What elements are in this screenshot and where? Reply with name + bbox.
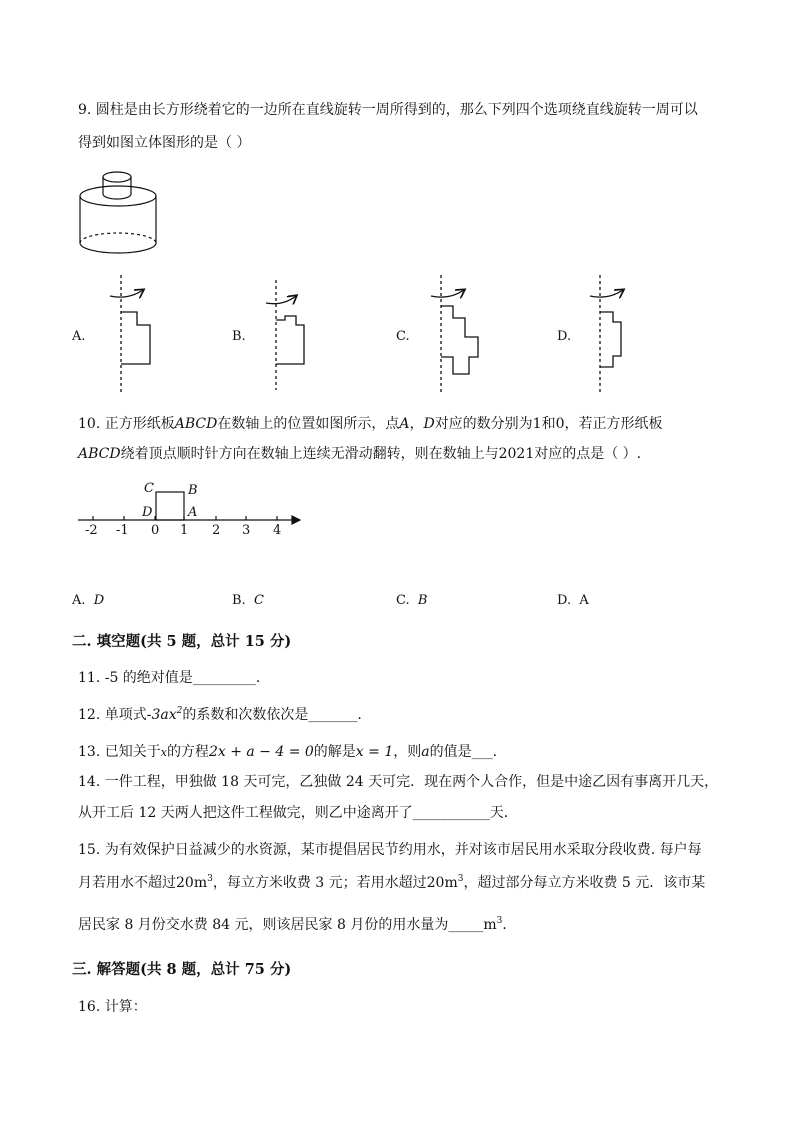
q9-option-c[interactable]: C. bbox=[396, 329, 410, 344]
tick-label: 3 bbox=[242, 523, 251, 538]
q10-abcd: ABCD bbox=[174, 416, 218, 432]
q13-a: a bbox=[421, 744, 430, 760]
q13 bbox=[78, 742, 497, 763]
q11-text: 11. -5 的绝对值是 bbox=[78, 670, 193, 686]
q13-x: x bbox=[160, 746, 167, 759]
q10-line2-b: 绕着顶点顺时针方向在数轴上连续无滑动翻转，则在数轴上与2021对应的点是（ ）. bbox=[120, 446, 642, 462]
q13-eq: 2x + a − 4 = 0 bbox=[208, 744, 314, 760]
q12-pre: 12. 单项式 bbox=[78, 707, 147, 723]
q10-option-b-label: B. bbox=[232, 593, 246, 608]
q10-abcd-2: ABCD bbox=[78, 446, 121, 462]
q13-blank[interactable]: ___ bbox=[471, 744, 493, 760]
q10-option-a-value: D bbox=[93, 593, 105, 608]
q15-line1: 15. 为有效保护日益减少的水资源，某市提倡居民节约用水，并对该市居民用水采取分段收费. 每户每 bbox=[78, 842, 702, 858]
q15-e3-a: 3 bbox=[207, 874, 213, 884]
q14-line1: 14. 一件工程，甲独做 18 天可完，乙独做 24 天可完．现在两个人合作，但是中途乙因有事离开几天， bbox=[78, 774, 719, 790]
q15-line3-end: ． bbox=[502, 917, 517, 933]
q15-blank[interactable]: _____ bbox=[448, 917, 484, 933]
q15-line2-b: ，每立方米收费 3 元；若用水超过 bbox=[212, 875, 427, 891]
q10-point-a: A bbox=[399, 416, 410, 432]
q15-line2-a: 月若用水不超过 bbox=[78, 875, 176, 891]
q10-option-c[interactable] bbox=[396, 593, 427, 608]
tick-label: -2 bbox=[85, 523, 98, 538]
q15-v20-a: 20m bbox=[176, 875, 208, 891]
q10-option-c-value: B bbox=[417, 593, 428, 608]
q11 bbox=[78, 668, 260, 688]
q13-mid2: 的解是 bbox=[313, 744, 356, 760]
q10-option-d[interactable] bbox=[557, 593, 589, 608]
q16: 16. 计算： bbox=[78, 999, 147, 1015]
q11-blank[interactable]: _________ bbox=[192, 670, 256, 686]
q10-option-d-label: D. bbox=[557, 593, 572, 608]
q15-line2-c: ，超过部分每立方米收费 5 元．该市某 bbox=[463, 875, 706, 891]
q13-mid3: ，则 bbox=[393, 744, 422, 760]
q15-unit-exp: 3 bbox=[496, 916, 503, 926]
q10-option-a-label: A. bbox=[72, 593, 86, 608]
section-2-heading: 二. 填空题(共 5 题，总计 15 分) bbox=[72, 633, 292, 650]
q12 bbox=[78, 705, 362, 725]
q9-line1: 9. 圆柱是由长方形绕着它的一边所在直线旋转一周所得到的，那么下列四个选项绕直线旋转一周可以 bbox=[78, 102, 698, 118]
number-line-arrow bbox=[292, 516, 300, 524]
q12-expr: -3ax bbox=[146, 707, 177, 723]
tick-label: 1 bbox=[180, 523, 189, 538]
q9-option-a[interactable]: A. bbox=[72, 329, 86, 344]
label-d: D bbox=[142, 505, 153, 520]
q10-option-a[interactable] bbox=[72, 593, 104, 608]
q15-unit: m bbox=[483, 917, 497, 933]
q12-post: 的系数和次数依次是 bbox=[182, 707, 309, 723]
q14-blank[interactable]: ___________ bbox=[412, 805, 490, 821]
tick-label: 4 bbox=[273, 523, 282, 538]
q14-line2-b: 天． bbox=[489, 805, 518, 821]
q15-e3-b: 3 bbox=[457, 874, 464, 884]
q12-end: . bbox=[357, 707, 362, 723]
q14-line2 bbox=[78, 803, 518, 823]
q14-line2-a: 从开工后 12 天两人把这件工程做完，则乙中途离开了 bbox=[78, 805, 413, 821]
q9-option-d[interactable]: D. bbox=[557, 329, 572, 344]
section-3-heading: 三. 解答题(共 8 题，总计 75 分) bbox=[72, 961, 292, 978]
q10-option-c-label: C. bbox=[396, 593, 410, 608]
q13-mid1: 的方程 bbox=[166, 744, 209, 760]
label-b: B bbox=[188, 483, 198, 498]
q15-v20-b: 20m bbox=[426, 875, 458, 891]
q9-line2: 得到如图立体图形的是（ ） bbox=[78, 135, 251, 151]
q10-option-b[interactable] bbox=[232, 593, 264, 608]
q15-line3 bbox=[78, 915, 516, 935]
tick-label: -1 bbox=[116, 523, 129, 538]
q15-line2 bbox=[78, 873, 705, 893]
q10-point-d: D bbox=[423, 416, 435, 432]
q10-line1-c: 对应的数分别为1和0，若正方形纸板 bbox=[434, 416, 663, 432]
q13-end: . bbox=[492, 744, 498, 760]
q13-sol: x = 1 bbox=[355, 744, 394, 760]
q12-blank[interactable]: _______ bbox=[308, 707, 358, 723]
square-abcd bbox=[156, 492, 184, 520]
label-c: C bbox=[144, 481, 154, 496]
q12-exp: 2 bbox=[176, 706, 183, 716]
q10-comma: ， bbox=[409, 416, 424, 432]
q10-option-d-value: A bbox=[579, 593, 589, 608]
q10-line1-a: 10. 正方形纸板 bbox=[78, 416, 175, 432]
q15-line3-a: 居民家 8 月份交水费 84 元，则该居民家 8 月份的用水量为 bbox=[78, 917, 449, 933]
q10-option-b-value: C bbox=[253, 593, 264, 608]
q13-pre: 13. 已知关于 bbox=[78, 744, 161, 760]
q10-line1-b: 在数轴上的位置如图所示，点 bbox=[217, 416, 400, 432]
tick-label: 2 bbox=[212, 523, 221, 538]
q9-option-b[interactable]: B. bbox=[232, 329, 246, 344]
tick-label: 0 bbox=[151, 523, 160, 538]
number-line-figure bbox=[0, 0, 794, 560]
q11-end: . bbox=[255, 670, 261, 686]
label-a: A bbox=[188, 505, 198, 520]
q13-post: 的值是 bbox=[429, 744, 472, 760]
